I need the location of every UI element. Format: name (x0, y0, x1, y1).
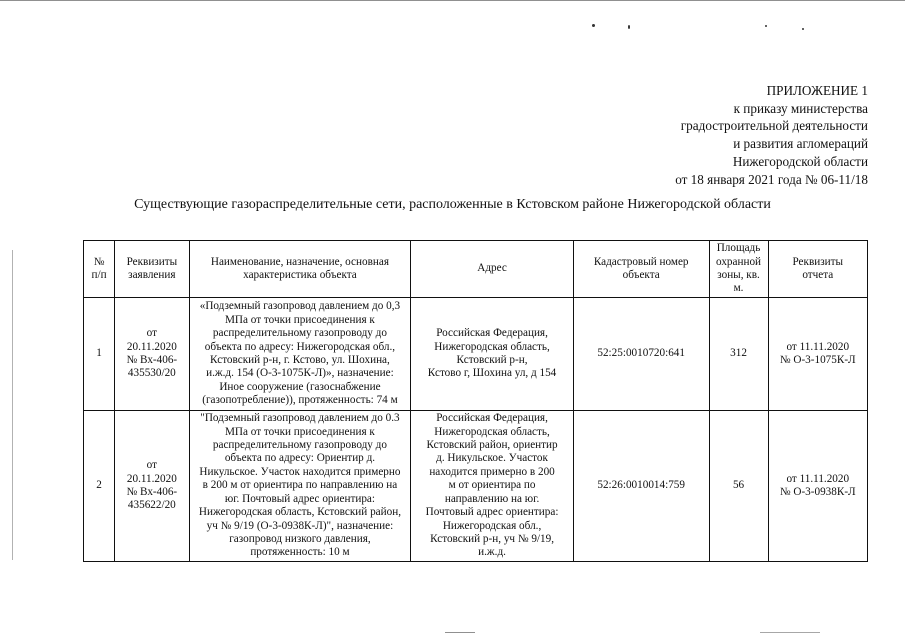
cell-text: распределительному газопроводу до (212, 439, 387, 452)
cell-text: Кстово г, Шохина ул, д 154 (427, 367, 557, 380)
header-text: Реквизиты (792, 255, 844, 268)
header-text: № (93, 255, 105, 268)
scan-speck (802, 28, 804, 30)
cell-text: Нижегородская область, (434, 340, 550, 353)
cell-text: юг. Почтовый адрес ориентира: (224, 492, 375, 505)
cell-address (411, 411, 574, 562)
appendix-line: к приказу министерства (733, 100, 868, 116)
cell-text: объекта по адресу: Ориентир д. (224, 452, 376, 465)
cell-description (189, 298, 411, 411)
cell-cadastral: 52:26:0010014:759 (573, 411, 709, 562)
cell-text: уч № 9/19 (О-3-0938К-Л)", назначение: (206, 519, 394, 532)
header-text: Наименование, назначение, основная (210, 255, 389, 268)
header-cadastral (573, 241, 709, 298)
cell-text: № Вх-406- (126, 486, 178, 498)
cell-text: м от ориентира по (448, 479, 536, 492)
header-number (84, 241, 115, 298)
header-application (115, 241, 190, 298)
cell-number: 1 (84, 298, 115, 411)
header-text: объекта (622, 269, 660, 281)
document-title: Существующие газораспределительные сети, расположенные в Кстовском районе Нижегородской области (134, 197, 771, 212)
cell-text: МПа от точки присоединения к (224, 313, 375, 326)
cell-text: Нижегородская область, Кстовский район, (198, 506, 401, 519)
cell-text: "Подземный газопровод давлением до 0.3 (200, 412, 400, 425)
cell-text: Кстовский район, ориентир (426, 439, 558, 452)
cell-area: 312 (709, 298, 768, 411)
cell-text: Никульское. Участок находится примерно (199, 465, 401, 478)
header-address (411, 241, 574, 298)
header-text: Реквизиты (126, 255, 178, 268)
appendix-line: градостроительной деятельности (680, 118, 868, 134)
cell-text: № Вх-406- (126, 354, 178, 366)
header-text: м. (733, 282, 744, 295)
cell-text: Российская Федерация, (436, 327, 548, 340)
cell-application (115, 411, 190, 562)
cell-text: Кстовский р-н, уч № 9/19, (430, 532, 555, 545)
scan-speck (628, 25, 630, 29)
header-text: охранной (716, 255, 762, 268)
cell-text: 435622/20 (127, 499, 176, 512)
header-area (709, 241, 768, 298)
appendix-line: ПРИЛОЖЕНИЕ 1 (766, 83, 868, 98)
cell-text: направлению на юг. (444, 492, 540, 505)
cell-text: Кстовский р-н, (456, 354, 528, 366)
table-row (84, 298, 868, 411)
header-description (189, 241, 411, 298)
header-text: заявления (128, 269, 176, 281)
header-text: характеристика объекта (243, 269, 357, 281)
cell-text: Российская Федерация, (436, 412, 548, 425)
cell-address (411, 298, 574, 411)
cell-text: Нижегородская обл., (442, 519, 542, 532)
cell-cadastral: 52:25:0010720:641 (573, 298, 709, 411)
header-text: зоны, кв. (717, 269, 760, 281)
cell-text: № О-3-0938К-Л (779, 486, 856, 498)
cell-text: Кстовский р-н, г. Кстово, ул. Шохина, (210, 354, 390, 366)
cell-text: от 11.11.2020 (786, 340, 850, 353)
header-report (768, 241, 867, 298)
cell-text: 20.11.2020 (126, 472, 177, 485)
cell-text: «Подземный газопровод давлением до 0,3 (199, 300, 401, 313)
scan-speck (592, 24, 595, 27)
cell-text: Иное сооружение (газоснабжение (219, 380, 381, 393)
header-text: отчета (802, 269, 834, 281)
scan-bottom-mark (445, 632, 475, 633)
appendix-line: и развития агломераций (733, 136, 868, 152)
cell-text: и.ж.д. (478, 546, 506, 559)
cell-text: МПа от точки присоединения к (224, 425, 375, 438)
header-text: Адрес (477, 262, 507, 275)
table-row (84, 411, 868, 562)
cell-text: объекта по адресу: Нижегородская обл., (204, 340, 396, 353)
cell-text: газопровод низкого давления, (229, 532, 371, 545)
header-text: Кадастровый номер (593, 255, 689, 268)
cell-number: 2 (84, 411, 115, 562)
appendix-line: от 18 января 2021 года № 06-11/18 (675, 171, 868, 187)
cell-description (189, 411, 411, 562)
header-text: Площадь (716, 242, 761, 255)
cell-text: распределительному газопроводу до (212, 327, 387, 340)
cell-text: Нижегородская область, (434, 425, 550, 438)
table-header-row (84, 241, 868, 298)
header-text: п/п (91, 269, 107, 281)
cell-text: Почтовый адрес ориентира: (425, 506, 559, 519)
scan-speck (765, 25, 767, 27)
cell-text: 435530/20 (127, 367, 176, 380)
cell-text: от (146, 459, 158, 472)
cell-text: 20.11.2020 (126, 340, 177, 353)
cell-text: и.ж.д. 154 (О-3-1075К-Л)», назначение: (206, 367, 394, 380)
cell-text: от 11.11.2020 (786, 472, 850, 485)
scan-left-edge-line (12, 250, 13, 560)
cell-report (768, 411, 867, 562)
appendix-line: Нижегородской области (732, 153, 868, 169)
cell-area: 56 (709, 411, 768, 562)
cell-text: от (146, 327, 158, 340)
cell-text: протяженность: 10 м (250, 546, 350, 559)
cell-text: находится примерно в 200 (429, 465, 555, 478)
cell-report (768, 298, 867, 411)
scan-top-edge-line (0, 0, 905, 1)
cell-application (115, 298, 190, 411)
cell-text: (газопотребление)), протяженность: 74 м (202, 394, 398, 407)
cell-text: в 200 м от ориентира по направлению на (202, 479, 398, 492)
scan-bottom-mark (760, 632, 820, 633)
gas-networks-table (83, 240, 868, 562)
appendix-header (675, 82, 868, 188)
cell-text: № О-3-1075К-Л (779, 354, 856, 366)
cell-text: д. Никульское. Участок (436, 452, 548, 465)
